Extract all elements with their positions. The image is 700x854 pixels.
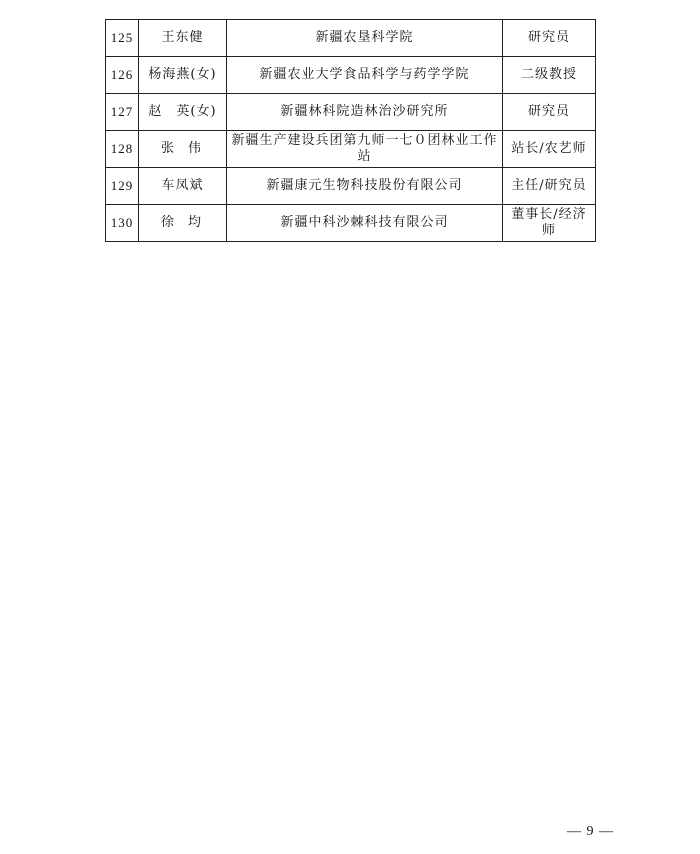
table-row	[106, 168, 596, 205]
page-number: — 9 —	[567, 824, 614, 839]
job-title: 研究员	[503, 94, 596, 131]
table-row	[106, 205, 596, 242]
row-number: 125	[106, 20, 139, 57]
roster-table	[105, 19, 596, 242]
table-row	[106, 57, 596, 94]
row-number: 129	[106, 168, 139, 205]
job-title: 董事长/经济师	[503, 205, 596, 242]
work-unit: 新疆农业大学食品科学与药学学院	[227, 57, 503, 94]
work-unit: 新疆林科院造林治沙研究所	[227, 94, 503, 131]
work-unit: 新疆中科沙棘科技有限公司	[227, 205, 503, 242]
row-number: 126	[106, 57, 139, 94]
job-title: 二级教授	[503, 57, 596, 94]
table-row	[106, 94, 596, 131]
person-name: 王东健	[139, 20, 227, 57]
job-title: 站长/农艺师	[503, 131, 596, 168]
person-name: 车凤斌	[139, 168, 227, 205]
work-unit: 新疆康元生物科技股份有限公司	[227, 168, 503, 205]
work-unit: 新疆生产建设兵团第九师一七０团林业工作站	[227, 131, 503, 168]
person-name: 杨海燕(女)	[139, 57, 227, 94]
person-name: 张伟	[139, 131, 227, 168]
row-number: 127	[106, 94, 139, 131]
person-name: 赵 英(女)	[139, 94, 227, 131]
job-title: 研究员	[503, 20, 596, 57]
work-unit: 新疆农垦科学院	[227, 20, 503, 57]
table-row	[106, 131, 596, 168]
job-title: 主任/研究员	[503, 168, 596, 205]
person-name: 徐均	[139, 205, 227, 242]
row-number: 128	[106, 131, 139, 168]
row-number: 130	[106, 205, 139, 242]
table-row	[106, 20, 596, 57]
